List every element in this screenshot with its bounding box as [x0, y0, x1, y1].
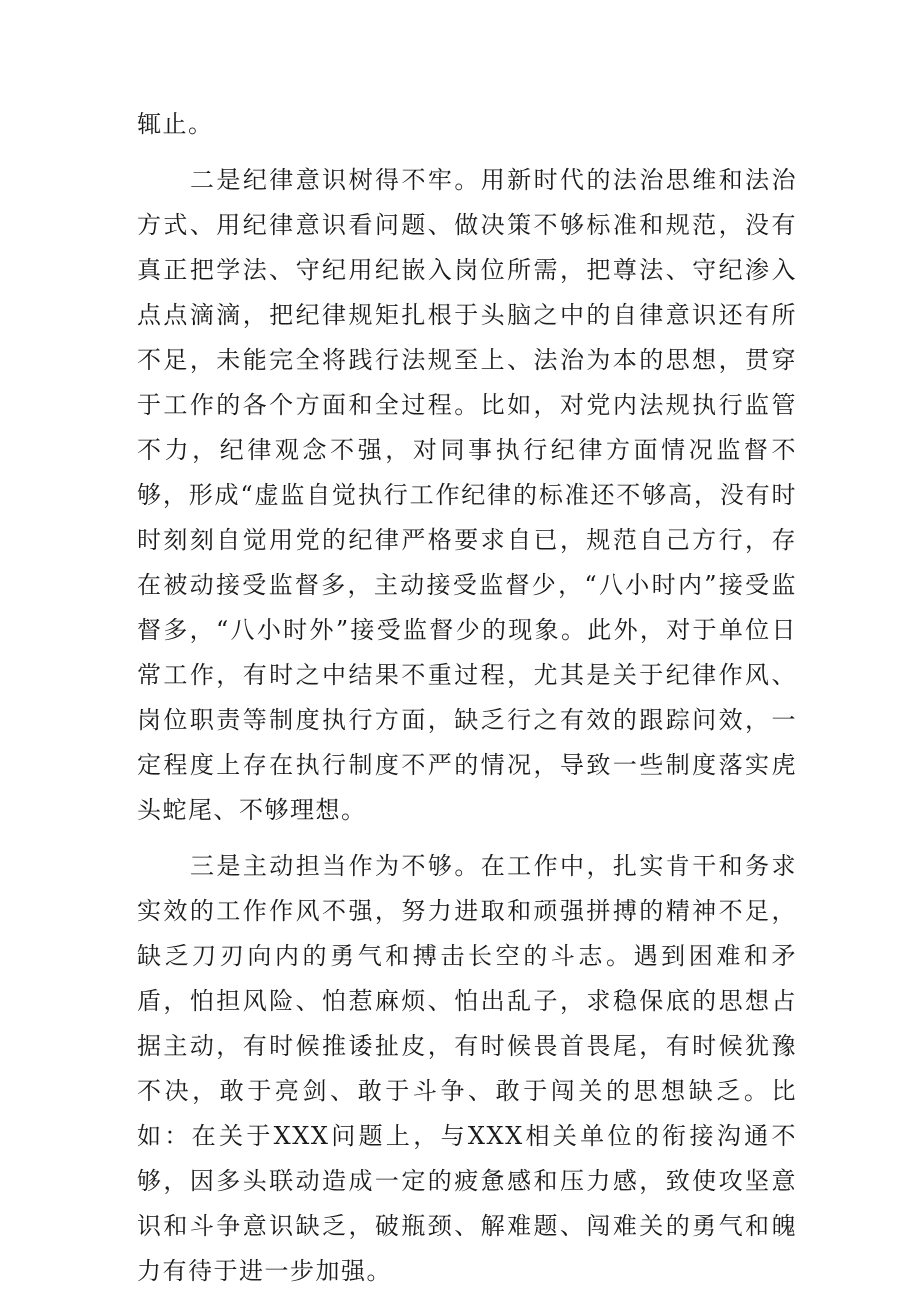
paragraph-discipline-awareness: 二是纪律意识树得不牢。用新时代的法治思维和法治方式、用纪律意识看问题、做决策不够标准和规范，没有真正把学法、守纪用纪嵌入岗位所需，把尊法、守纪渗入点点滴滴，把纪律规矩扎根于头脑之中的自律意识还有所不足，未能完全将践行法规至上、法治为本的思想，贯穿于工作的各个方面和全过程。比如，对党内法规执行监管不力，纪律观念不强，对同事执行纪律方面情况监督不够，形成“虚监自觉执行工作纪律的标准还不够高，没有时时刻刻自觉用党的纪律严格要求自已，规范自己方行，存在被动接受监督多，主动接受监督少，“八小时内”接受监督多，“八小时外”接受监督少的现象。此外，对于单位日常工作，有时之中结果不重过程，尤其是关于纪律作风、岗位职责等制度执行方面，缺乏行之有效的跟踪问效，一定程度上存在执行制度不严的情况，导致一些制度落实虎头蛇尾、不够理想。 [137, 166, 797, 824]
document-body [137, 102, 797, 1305]
paragraph-continuation: 辄止。 [137, 110, 214, 138]
paragraph-initiative-responsibility: 三是主动担当作为不够。在工作中，扎实肯干和务求实效的工作作风不强，努力进取和顽强拼搏的精神不足，缺乏刀刃向内的勇气和搏击长空的斗志。遇到困难和矛盾，怕担风险、怕惹麻烦、怕出乱子，求稳保底的思想占据主动，有时候推诿扯皮，有时候畏首畏尾，有时候犹豫不决，敢于亮剑、敢于斗争、敢于闯关的思想缺乏。比如：在关于XXX问题上，与XXX相关单位的衔接沟通不够，因多头联动造成一定的疲惫感和压力感，致使攻坚意识和斗争意识缺乏，破瓶颈、解难题、闯难关的勇气和魄力有待于进一步加强。 [137, 852, 797, 1285]
